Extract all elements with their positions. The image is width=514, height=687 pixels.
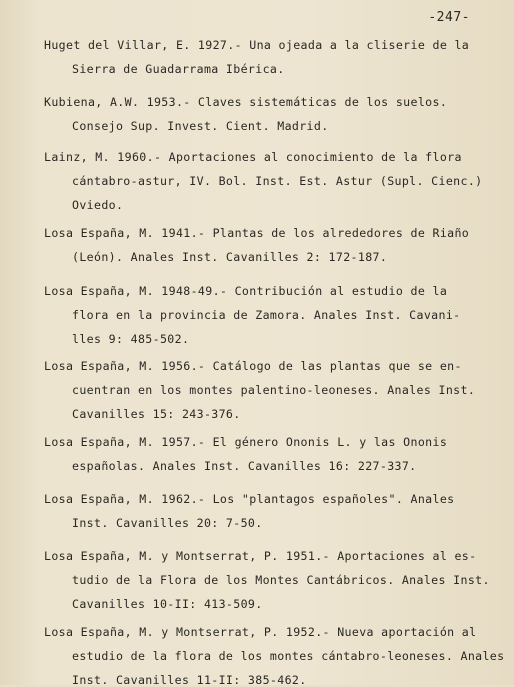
entry-continuation-line: tudio de la Flora de los Montes Cantábricos. Anales Inst.	[72, 573, 490, 587]
entry-first-line: Lainz, M. 1960.- Aportaciones al conocimiento de la flora	[44, 150, 462, 164]
entry-continuation-line: Consejo Sup. Invest. Cient. Madrid.	[72, 119, 329, 133]
entry-first-line: Losa España, M. 1956.- Catálogo de las plantas que se en-	[44, 359, 462, 373]
entry-continuation-line: Cavanilles 10-II: 413-509.	[72, 597, 263, 611]
entry-first-line: Kubiena, A.W. 1953.- Claves sistemáticas de los suelos.	[44, 95, 448, 109]
entry-continuation-line: Oviedo.	[72, 198, 124, 212]
entry-continuation-line: lles 9: 485-502.	[72, 332, 190, 346]
entry-continuation-line: españolas. Anales Inst. Cavanilles 16: 227-337.	[72, 459, 417, 473]
entry-continuation-line: Inst. Cavanilles 11-II: 385-462.	[72, 673, 307, 687]
page-number: -247-	[428, 10, 470, 25]
entry-first-line: Losa España, M. 1957.- El género Ononis L. y las Ononis	[44, 435, 448, 449]
entry-first-line: Losa España, M. y Montserrat, P. 1952.- Nueva aportación al	[44, 625, 477, 639]
entry-first-line: Losa España, M. y Montserrat, P. 1951.- Aportaciones al es-	[44, 549, 477, 563]
entry-continuation-line: estudio de la flora de los montes cántabro-leoneses. Anales	[72, 649, 505, 663]
entry-first-line: Losa España, M. 1948-49.- Contribución al estudio de la	[44, 284, 448, 298]
entry-first-line: Losa España, M. 1962.- Los "plantagos españoles". Anales	[44, 492, 455, 506]
entry-continuation-line: flora en la provincia de Zamora. Anales Inst. Cavani-	[72, 308, 461, 322]
entry-continuation-line: Inst. Cavanilles 20: 7-50.	[72, 516, 263, 530]
entry-first-line: Losa España, M. 1941.- Plantas de los alrededores de Riaño	[44, 226, 470, 240]
entry-continuation-line: cuentran en los montes palentino-leoneses. Anales Inst.	[72, 383, 476, 397]
entry-continuation-line: (León). Anales Inst. Cavanilles 2: 172-187.	[72, 250, 388, 264]
entry-continuation-line: Sierra de Guadarrama Ibérica.	[72, 62, 285, 76]
entry-continuation-line: Cavanilles 15: 243-376.	[72, 407, 241, 421]
entry-first-line: Huget del Villar, E. 1927.- Una ojeada a la cliserie de la	[44, 38, 470, 52]
entry-continuation-line: cántabro-astur, IV. Bol. Inst. Est. Astur (Supl. Cienc.)	[72, 174, 483, 188]
